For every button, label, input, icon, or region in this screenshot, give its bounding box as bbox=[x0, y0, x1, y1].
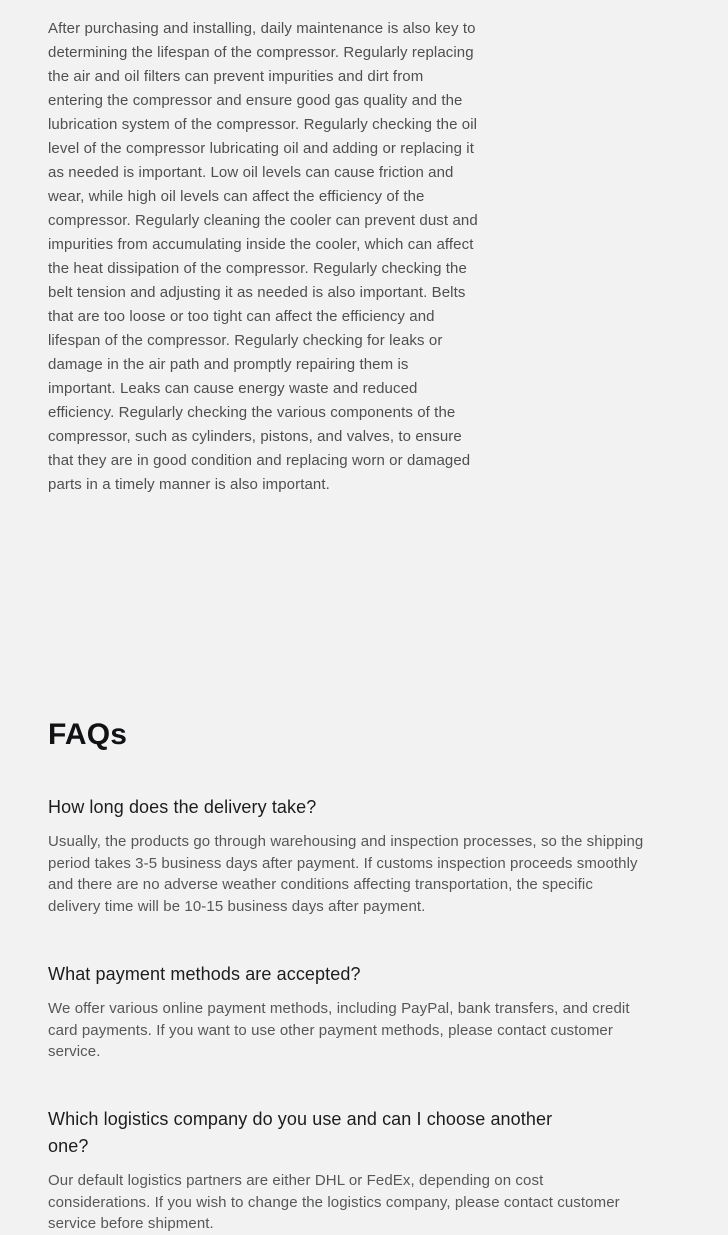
faq-question-delivery: How long does the delivery take? bbox=[48, 797, 317, 817]
faq-item-delivery bbox=[48, 794, 680, 918]
faq-section-title: FAQs bbox=[48, 718, 128, 751]
faq-answer-delivery: Usually, the products go through warehousing and inspection processes, so the shipping period takes 3-5 business days after payment. If customs inspection proceeds smoothly and there are no adverse weather conditions affecting transportation, the specific delivery time will be 10-15 business days after payment. bbox=[48, 833, 644, 916]
product-description-text: After purchasing and installing, daily maintenance is also key to determining the lifespan of the compressor. Regularly replacing the air and oil filters can prevent impurities and dirt from entering the compressor and ensure good gas quality and the lubrication system of the compressor. Regularly checking the oil level of the compressor lubricating oil and adding or replacing it as needed is important. Low oil levels can cause friction and wear, while high oil levels can affect the efficiency of the compressor. Regularly cleaning the cooler can prevent dust and impurities from accumulating inside the cooler, which can affect the heat dissipation of the compressor. Regularly checking the belt tension and adjusting it as needed is also important. Belts that are too loose or too tight can affect the efficiency and lifespan of the compressor. Regularly checking for leaks or damage in the air path and promptly repairing them is important. Leaks can cause energy waste and reduced efficiency. Regularly checking the various components of the compressor, such as cylinders, pistons, and valves, to ensure that they are in good condition and replacing worn or damaged parts in a timely manner is also important. bbox=[48, 20, 478, 493]
faq-answer-logistics: Our default logistics partners are either DHL or FedEx, depending on cost considerations. If you wish to change the logistics company, please contact customer service before shipment. bbox=[48, 1171, 620, 1233]
faq-item-logistics bbox=[48, 1106, 680, 1235]
faq-question-logistics: Which logistics company do you use and can I choose another one? bbox=[48, 1108, 553, 1156]
faq-answer-payment: We offer various online payment methods, including PayPal, bank transfers, and credit card payments. If you want to use other payment methods, please contact customer service. bbox=[48, 999, 630, 1061]
faq-section bbox=[48, 717, 680, 1235]
product-description-section bbox=[48, 17, 680, 497]
faq-item-payment bbox=[48, 961, 680, 1063]
faq-list bbox=[48, 794, 680, 1235]
faq-question-payment: What payment methods are accepted? bbox=[48, 963, 361, 984]
